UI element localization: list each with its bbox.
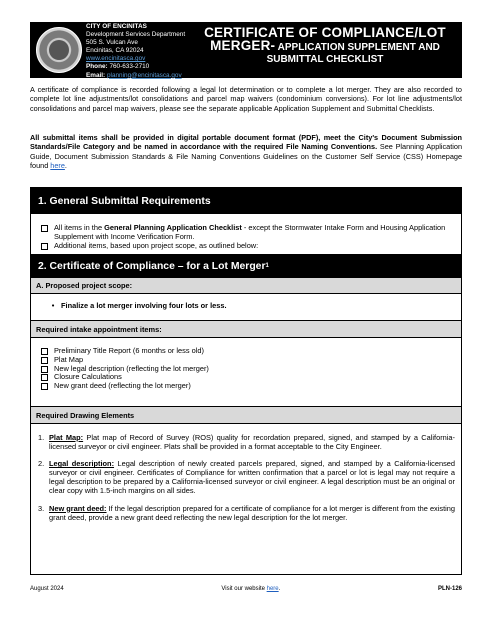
pdf-requirement-text: All submittal items shall be provided in digital portable document format (PDF), meet the City's Document Submission Standards/File Category and be named in accordance with the required File Naming Conventions. bbox=[30, 133, 462, 152]
drawing-element-title: Legal description: bbox=[49, 459, 115, 469]
email-link[interactable]: planning@encinitasca.gov bbox=[106, 71, 182, 79]
item-number: 1. bbox=[38, 433, 45, 442]
checkbox[interactable] bbox=[41, 374, 48, 381]
drawing-element-item bbox=[31, 459, 461, 495]
checkbox[interactable] bbox=[41, 348, 48, 355]
intake-item-text: Preliminary Title Report (6 months or less old) bbox=[54, 346, 204, 355]
drawing-element-body bbox=[49, 504, 455, 522]
drawing-elements-list bbox=[31, 424, 461, 522]
item-text: All items in the bbox=[54, 223, 105, 232]
intro-paragraph-2 bbox=[30, 133, 462, 170]
document-header bbox=[30, 22, 462, 78]
guide-reference-text: See Planning Application Guide, Document Submission Standards & File Naming Conventions Guidelines on the Customer Self Service (CSS) Homepage found bbox=[30, 142, 463, 170]
intake-item-text: New grant deed (reflecting the lot merger) bbox=[54, 381, 191, 391]
scope-header: A. Proposed project scope: bbox=[31, 278, 461, 294]
scope-body bbox=[31, 294, 461, 320]
phone-label: Phone: bbox=[86, 63, 108, 71]
document-title bbox=[186, 22, 462, 78]
period: . bbox=[64, 160, 67, 170]
checklist-item bbox=[41, 224, 461, 242]
drawing-element-text: Legal description of newly created parcels prepared, signed, and stamped by a California-licensed surveyor or civil engineer. Certificates of Compliance for written confirmation that a parcel or lot is legal may not require a legal description to be prepared by a California-licensed surveyor or civil engineer. A legal description must be an original or clear copy with 1.5-inch margins on all sides. bbox=[49, 459, 455, 496]
section-1-body bbox=[31, 214, 461, 254]
intake-item bbox=[41, 347, 461, 356]
drawing-header: Required Drawing Elements bbox=[31, 406, 461, 424]
scope-item-text: Finalize a lot merger involving four lots or less. bbox=[61, 301, 227, 310]
section-1-header bbox=[31, 188, 461, 214]
intake-item bbox=[41, 382, 461, 391]
list-item bbox=[45, 302, 461, 311]
title-line-2-big: MERGER- bbox=[210, 38, 276, 53]
checkbox[interactable] bbox=[41, 225, 48, 232]
intake-item-text: Closure Calculations bbox=[54, 372, 122, 382]
intake-item-text: New legal description (reflecting the lot merger) bbox=[54, 363, 209, 373]
drawing-element-text: Plat map of Record of Survey (ROS) quality for recordation prepared, signed, and stamped by a California-licensed surveyor or civil engineer. Plats shall be provided in a format acceptable to the City Engineer. bbox=[49, 433, 455, 452]
intro-paragraph-1: A certificate of compliance is recorded following a legal lot determination or to complete a lot merger. They are also recorded to complete lot line adjustments/lot consolidations and parcel map waivers (condominium conversions). For lot line adjustments/lot consolidations and parcel map waivers, please see the separate applicable Application Supplement and Submittal Checklists. bbox=[30, 85, 462, 113]
page-footer bbox=[30, 586, 462, 592]
checkbox[interactable] bbox=[41, 357, 48, 364]
city-name: CITY OF ENCINITAS bbox=[86, 23, 147, 30]
email-label: Email: bbox=[86, 71, 106, 79]
title-line-3: SUBMITTAL CHECKLIST bbox=[266, 54, 384, 65]
intake-item-text: Plat Map bbox=[54, 354, 84, 364]
drawing-element-body bbox=[49, 459, 455, 495]
checkbox[interactable] bbox=[41, 243, 48, 250]
checklist-item-text bbox=[54, 224, 461, 242]
item-number: 2. bbox=[38, 459, 45, 469]
checkbox[interactable] bbox=[41, 366, 48, 373]
checkbox[interactable] bbox=[41, 383, 48, 390]
period: . bbox=[278, 586, 281, 592]
section-1-title: 1. General Submittal Requirements bbox=[38, 195, 211, 207]
department-name: Development Services Department bbox=[86, 31, 186, 39]
intake-header: Required intake appointment items: bbox=[31, 320, 461, 338]
item-text: - except the Stormwater Intake Form and Housing Application Supplement with Income Verification Form. bbox=[54, 223, 446, 241]
footer-date: August 2024 bbox=[30, 586, 64, 592]
website-link[interactable]: www.encinitasca.gov bbox=[86, 55, 146, 63]
checklist-item bbox=[41, 242, 461, 251]
title-line-1: CERTIFICATE OF COMPLIANCE/LOT bbox=[204, 25, 446, 40]
footer-visit bbox=[221, 586, 280, 592]
checklist-name: General Planning Application Checklist bbox=[104, 223, 242, 232]
item-number: 3. bbox=[38, 503, 45, 513]
visit-text: Visit our website bbox=[221, 586, 267, 592]
section-2-title: 2. Certificate of Compliance – for a Lot Merger bbox=[38, 260, 266, 272]
drawing-element-text: If the legal description prepared for a certificate of compliance for a lot merger is different from the existing grant deed, provide a new grant deed reflecting the new legal description for the lot merger. bbox=[49, 503, 456, 522]
title-line-2-rest: APPLICATION SUPPLEMENT AND bbox=[275, 42, 440, 53]
drawing-element-title: Plat Map: bbox=[49, 433, 84, 442]
drawing-element-body bbox=[49, 433, 455, 451]
checklist-item-text: Additional items, based upon project scope, as outlined below: bbox=[54, 240, 259, 250]
drawing-element-title: New grant deed: bbox=[49, 503, 107, 513]
css-homepage-link[interactable]: here bbox=[50, 160, 65, 170]
checklist-table bbox=[30, 187, 462, 575]
city-contact-block bbox=[86, 22, 186, 78]
intake-list bbox=[31, 338, 461, 406]
drawing-element-item bbox=[31, 433, 461, 451]
address-line-2: Encinitas, CA 92024 bbox=[86, 47, 144, 55]
form-code: PLN-126 bbox=[437, 586, 462, 592]
bullet-icon: • bbox=[51, 301, 55, 310]
section-2-header bbox=[31, 254, 461, 278]
drawing-element-item bbox=[31, 504, 461, 522]
address-line-1: 505 S. Vulcan Ave bbox=[86, 39, 138, 47]
website-link[interactable]: here bbox=[266, 586, 279, 592]
footnote-mark: 1 bbox=[265, 263, 269, 269]
city-seal-logo bbox=[36, 27, 82, 73]
phone-number: 760-633-2710 bbox=[109, 63, 150, 71]
